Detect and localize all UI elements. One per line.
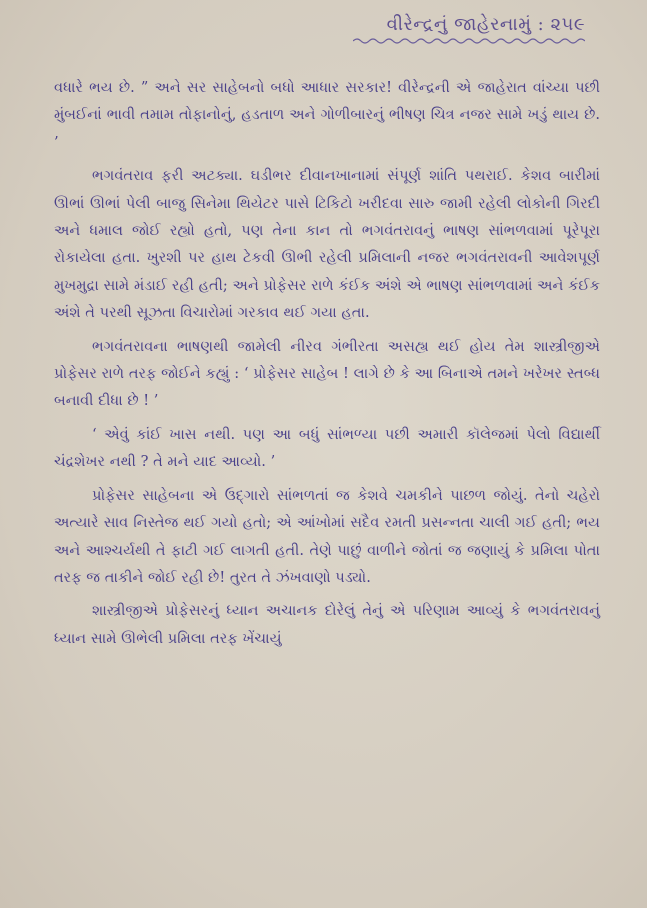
paragraph-1: વધારે ભય છે. ” અને સર સાહેબનો બધો આધાર સરકાર! વીરેન્દ્રની એ જાહેરાત વાંચ્યા પછી મુંબઈનાં ભાવી તમામ તોફાનોનું, હડતાળ અને ગોળીબારનું ભીષણ ચિત્ર નજર સામે ખડું થાય છે. ’ <box>54 79 600 151</box>
paragraph-4: ‘ એવું કાંઈ ખાસ નથી. પણ આ બધું સાંભળ્યા પછી અમારી કૉલેજમાં પેલો વિદ્યાર્થી ચંદ્રશેખર નથી ? તે મને યાદ આવ્યો. ’ <box>54 425 600 471</box>
header-ornament-line <box>353 37 585 45</box>
paragraph-2: ભગવંતરાવ ફરી અટક્યા. ઘડીભર દીવાનખાનામાં સંપૂર્ણ શાંતિ પથરાઈ. કેશવ બારીમાં ઊભાં ઊભાં પેલી બાજુ સિનેમા થિયેટર પાસે ટિકિટો ખરીદવા સારુ જામી રહેલી લોકોની ગિરદી અને ધમાલ જોઈ રહ્યો હતો, પણ તેના કાન તો ભગવંતરાવનું ભાષણ સાંભળવામાં પૂરેપૂરા રોકાયેલા હતા. ખુરશી પર હાથ ટેકવી ઊભી રહેલી પ્રમિલાની નજર ભગવંતરાવની આવેશપૂર્ણ મુખમુદ્રા સામે મંડાઈ રહી હતી; અને પ્રોફેસર રાળે કંઈક અંશે એ ભાષણ સાંભળવામાં અને કંઈક અંશે તે પરથી સૂઝતા વિચારોમાં ગરકાવ થઈ ગયા હતા. <box>54 167 600 322</box>
paragraph-3: ભગવંતરાવના ભાષણથી જામેલી નીરવ ગંભીરતા અસહ્ય થઈ હોય તેમ શાસ્ત્રીજીએ પ્રોફેસર રાળે તરફ જોઈને કહ્યું : ‘ પ્રોફેસર સાહેબ ! લાગે છે કે આ બિનાએ તમને ખરેખર સ્તબ્ધ બનાવી દીધા છે ! ’ <box>54 337 600 410</box>
running-header <box>353 14 585 45</box>
paragraph-6: શાસ્ત્રીજીએ પ્રોફેસરનું ધ્યાન અચાનક દોરેલું તેનું એ પરિણામ આવ્યું કે ભગવંતરાવનું ધ્યાન સામે ઊભેલી પ્રમિલા તરફ ખેંચાયું <box>54 602 600 647</box>
running-title: વીરેન્દ્રનું જાહેરનામું : ૨૫૯ <box>386 14 585 35</box>
body-text <box>54 74 600 652</box>
paragraph-5: પ્રોફેસર સાહેબના એ ઉદ્ગારો સાંભળતાં જ કેશવે ચમકીને પાછળ જોયું. તેનો ચહેરો અત્યારે સાવ નિસ્તેજ થઈ ગયો હતો; એ આંખોમાં સદૈવ રમતી પ્રસન્નતા ચાલી ગઈ હતી; ભય અને આશ્ચર્યથી તે ફાટી ગઈ લાગતી હતી. તેણે પાછું વાળીને જોતાં જ જણાયું કે પ્રમિલા પોતા તરફ જ તાકીને જોઈ રહી છે! તુરત તે ઝંખવાણો પડ્યો. <box>54 486 600 586</box>
